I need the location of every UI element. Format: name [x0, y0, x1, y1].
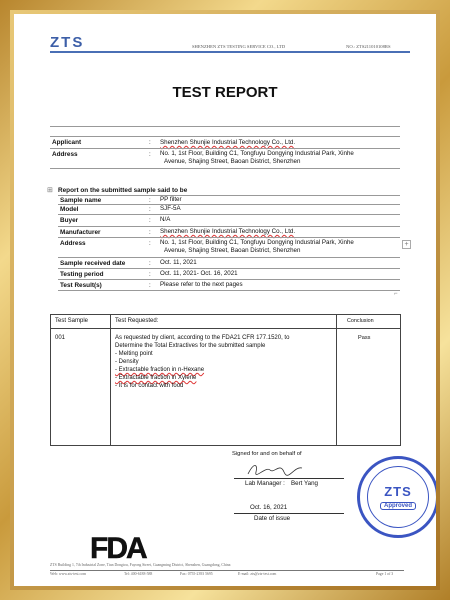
colon: : [149, 139, 151, 146]
lab-manager-name: Bert Yang [291, 480, 318, 487]
stamp-approved: Approved [380, 502, 416, 510]
footer-email: E-mail: zts@zts-test.com [238, 572, 277, 576]
manufacturer-value: Shenzhen Shunjie Industrial Technology Co., Ltd. [160, 228, 296, 235]
requested-line: - Melting point [115, 351, 153, 357]
report-page: ZTS SHENZHEN ZTS TESTING SERVICE CO., LTD NO.: ZTS211010108RS TEST REPORT Applicant : Shenzhen Shunjie Industrial Technology Co., Ltd. Address : No. 1, 1st Floor, Building C1, Tongfuyu Dongying Industrial Park, Xinhe Avenue, Shajing Street, Baoan District, Shenzhen ⊞ Report on the submitted sample said to be Sample name : PP filter Model : SJF-5A Buyer : N/A Manufacturer : Shenzhen Shunjie Industrial Technology Co., Ltd. Address : No. 1, 1st Floor, Building C1, Tongfuyu Dongying Industrial Park, Xinhe Avenue, Shajing Street, Baoan District, Shenzhen + Sample received date : Oct. 11, 2021 Testing period : Oct. 11, 2021- Oct. 16, 2021 Test Result(s) : Please refer to the next pages ⌐ Test Sample Test Requested: Conclusion 001 As requested by client, according to the FDA21 CFR 177.1520, to Determine the Total Extractives for the submitted sample - Melting point - Density - Extractable fraction in n-Hexane - Extractable fraction in Xylene - It is for contact with food Pass Signed for and on behalf of Lab Manager : Bert Yang Oct. 16, 2021 Date of issue ZTS Approved FDA ZTS Building 1, 7th Industrial Zone, Tian Dongtou, Fuyong Street, Guangming District, Shenzhen, Guangdong, China Web: www.zts-test.com Tel: 400-6188-588 Fax: 0755-2393 5695 E-mail: zts@zts-test.com Page 1 of 3 [14, 14, 436, 586]
resize-handle-icon[interactable]: ⌐ [394, 291, 398, 297]
test-results-value: Please refer to the next pages [160, 281, 243, 288]
issue-date: Oct. 16, 2021 [250, 504, 288, 511]
divider [50, 126, 400, 127]
sample-address-label: Address [60, 240, 86, 247]
divider [50, 136, 400, 137]
requested-line: Determine the Total Extractives for the submitted sample [115, 343, 266, 349]
testing-period-label: Testing period [60, 271, 104, 278]
sample-address-line1: No. 1, 1st Floor, Building C1, Tongfuyu Dongying Industrial Park, Xinhe [160, 239, 354, 246]
applicant-label: Applicant [52, 139, 82, 146]
address-label: Address [52, 151, 78, 158]
header-test-sample: Test Sample [55, 318, 89, 324]
divider [50, 168, 400, 169]
divider [50, 148, 400, 149]
footer-web: Web: www.zts-test.com [50, 572, 87, 576]
footer-fax: Fax: 0755-2393 5695 [180, 572, 213, 576]
footer-page: Page 1 of 3 [376, 572, 394, 576]
colon: : [149, 151, 151, 158]
test-results-label: Test Result(s) [60, 282, 102, 289]
requested-line: - It is for contact with food [115, 383, 184, 389]
address-line2: Avenue, Shajing Street, Baoan District, Shenzhen [164, 158, 301, 165]
conclusion-value: Pass [358, 335, 371, 341]
header-divider [50, 51, 410, 53]
footer-address: ZTS Building 1, 7th Industrial Zone, Tian Dongtou, Fuyong Street, Guangming District, Shenzhen, Guangdong, China [50, 563, 231, 567]
lab-manager-label: Lab Manager : [245, 480, 285, 487]
sample-id: 001 [55, 335, 66, 341]
fda-logo: FDA [90, 532, 146, 565]
address-line1: No. 1, 1st Floor, Building C1, Tongfuyu Dongying Industrial Park, Xinhe [160, 150, 354, 157]
requested-line: - Density [115, 359, 139, 365]
model-value: SJF-5A [160, 205, 181, 212]
buyer-value: N/A [160, 216, 171, 223]
approval-stamp [357, 456, 436, 538]
model-label: Model [60, 206, 79, 213]
signature-mark [246, 460, 306, 478]
applicant-value: Shenzhen Shunjie Industrial Technology Co., Ltd. [160, 139, 296, 146]
footer-tel: Tel: 400-6188-588 [124, 572, 153, 576]
requested-line: As requested by client, according to the FDA21 CFR 177.1520, to [115, 335, 290, 341]
signed-for-text: Signed for and on behalf of [232, 451, 302, 457]
move-handle-icon[interactable]: ⊞ [47, 187, 53, 194]
requested-line: - Extractable fraction in Xylene [115, 375, 197, 381]
header-conclusion: Conclusion [347, 318, 374, 324]
stamp-center-text: ZTS [384, 484, 412, 499]
testing-period-value: Oct. 11, 2021- Oct. 16, 2021 [160, 270, 238, 277]
company-line: SHENZHEN ZTS TESTING SERVICE CO., LTD [192, 44, 286, 49]
buyer-label: Buyer [60, 217, 79, 224]
sample-address-line2: Avenue, Shajing Street, Baoan District, Shenzhen [164, 247, 301, 254]
sample-name-label: Sample name [60, 197, 102, 204]
requested-line: - Extractable fraction in n-Hexane [115, 367, 205, 373]
sample-name-value: PP filter [160, 196, 182, 203]
page-title: TEST REPORT [172, 84, 278, 101]
add-row-icon[interactable]: + [402, 240, 411, 249]
sample-section-title: Report on the submitted sample said to be [58, 187, 188, 194]
received-date-label: Sample received date [60, 260, 126, 267]
received-date-value: Oct. 11, 2021 [160, 259, 197, 266]
report-number: NO.: ZTS211010108RS [346, 44, 391, 49]
zts-logo: ZTS [50, 34, 85, 51]
manufacturer-label: Manufacturer [60, 229, 101, 236]
date-of-issue-label: Date of issue [254, 515, 291, 522]
header-test-requested: Test Requested: [115, 318, 159, 324]
divider [58, 195, 400, 196]
